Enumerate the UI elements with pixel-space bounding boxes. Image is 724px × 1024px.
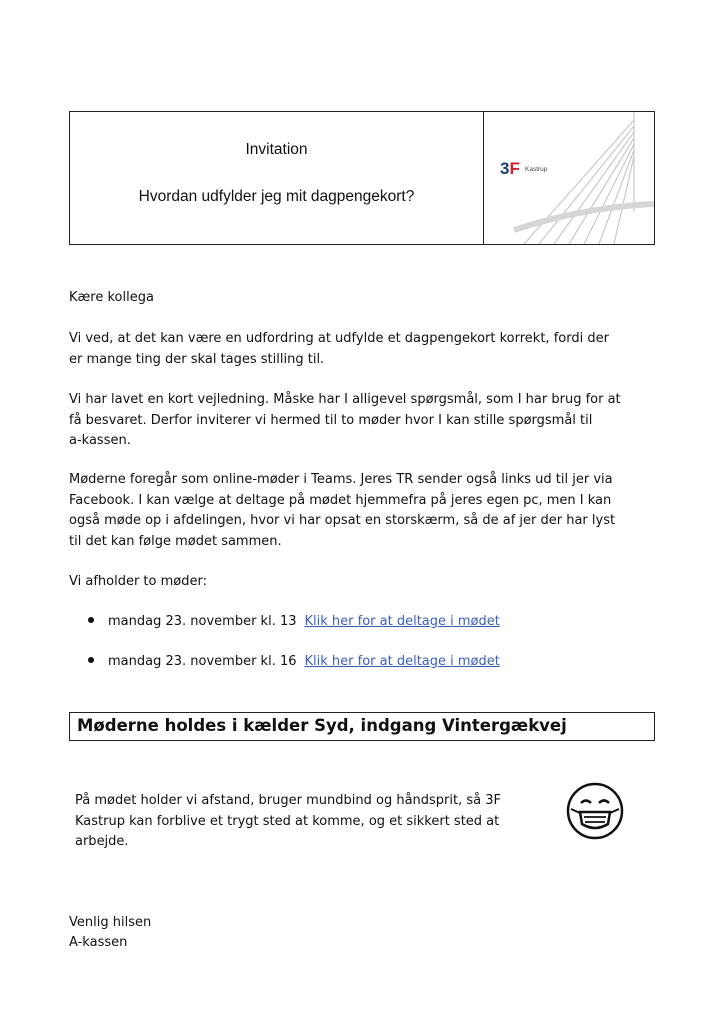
paragraph-intro: Vi ved, at det kan være en udfordring at udfylde et dagpengekort korrekt, fordi der er mange ting der skal tages stilling til. bbox=[69, 331, 609, 367]
location-notice-box bbox=[69, 712, 655, 741]
document-subtitle: Hvordan udfylder jeg mit dagpengekort? bbox=[138, 188, 415, 205]
bullet-icon bbox=[88, 617, 94, 623]
paragraph-teams: Møderne foregår som online-møder i Teams. Jeres TR sender også links ud til jer via Facebook. I kan vælge at deltage på mødet hjemmefra på jeres egen pc, men I kan også møde op i afdelingen, hvor vi har opsat en storskærm, så de af jer der har lyst til det kan følge mødet sammen. bbox=[69, 472, 616, 549]
meetings-intro: Vi afholder to møder: bbox=[69, 574, 207, 589]
logo-3f bbox=[500, 159, 520, 179]
join-meeting-link[interactable]: Klik her for at deltage i mødet bbox=[304, 614, 500, 629]
face-mask-icon bbox=[566, 782, 624, 840]
paragraph-guide: Vi har lavet en kort vejledning. Måske har I alligevel spørgsmål, som I har brug for at få besvaret. Derfor inviterer vi hermed til to møder hvor I kan stille spørgsmål til a-kassen. bbox=[69, 392, 621, 448]
logo-3-text: 3 bbox=[500, 159, 510, 178]
meeting-time: mandag 23. november kl. 13 bbox=[108, 614, 297, 629]
logo-f-text: F bbox=[509, 159, 520, 178]
location-notice: Møderne holdes i kælder Syd, indgang Vintergækvej bbox=[77, 716, 567, 735]
safety-text: På mødet holder vi afstand, bruger mundbind og håndsprit, så 3F Kastrup kan forblive et trygt sted at komme, og et sikkert sted at arbejde. bbox=[75, 793, 501, 849]
sender: A-kassen bbox=[69, 935, 128, 950]
closing: Venlig hilsen bbox=[69, 915, 152, 930]
meeting-time: mandag 23. november kl. 16 bbox=[108, 654, 297, 669]
meeting-item bbox=[88, 654, 500, 669]
logo-kastrup-text: Kastrup bbox=[525, 166, 548, 173]
document-title: Invitation bbox=[245, 141, 308, 158]
meeting-item bbox=[88, 614, 500, 629]
header-box bbox=[69, 111, 655, 245]
bullet-icon bbox=[88, 657, 94, 663]
greeting: Kære kollega bbox=[69, 290, 154, 305]
header-title-cell bbox=[70, 112, 484, 244]
logo-cell bbox=[484, 112, 654, 244]
join-meeting-link[interactable]: Klik her for at deltage i mødet bbox=[304, 654, 500, 669]
